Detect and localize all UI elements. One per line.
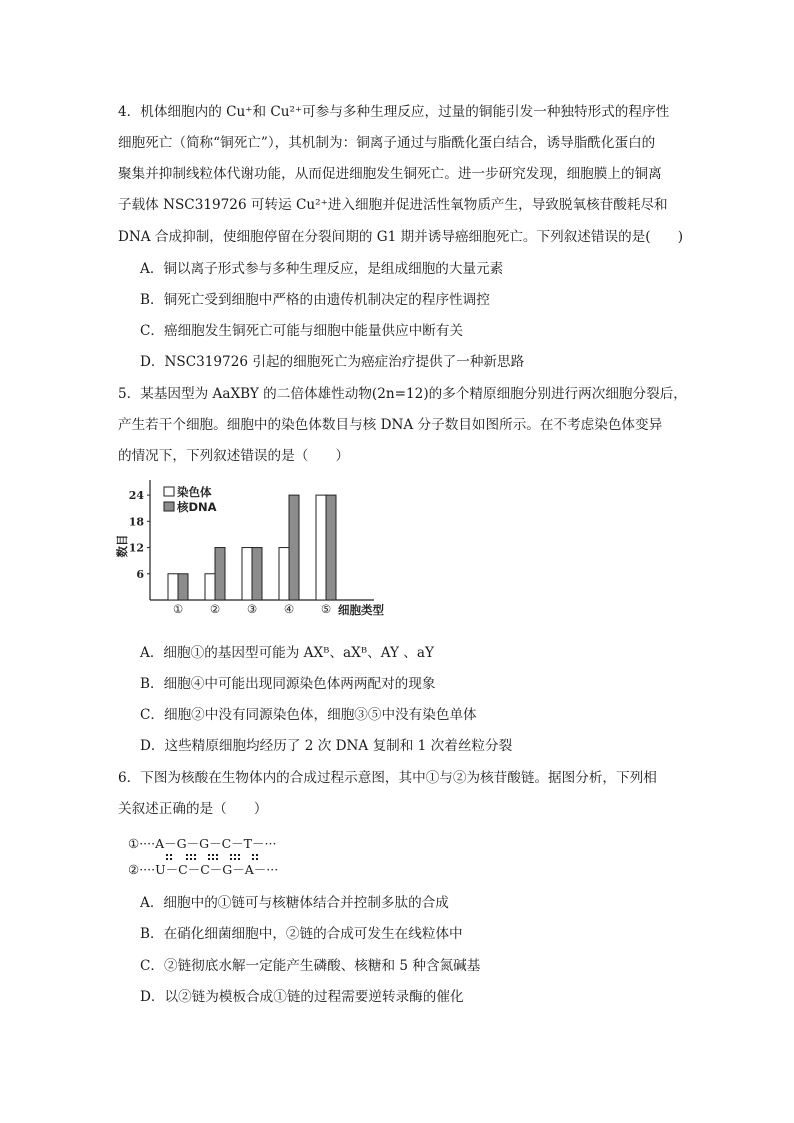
x-tick-label: ③ bbox=[246, 602, 258, 616]
x-tick-label: ⑤ bbox=[320, 602, 332, 616]
q6-option-b: B．在硝化细菌细胞中，②链的合成可发生在线粒体中 bbox=[140, 926, 463, 942]
x-tick-label: ④ bbox=[283, 602, 295, 616]
q4-option-d: D．NSC319726 引起的细胞死亡为癌症治疗提供了一种新思路 bbox=[140, 354, 525, 370]
legend-label: 核DNA bbox=[177, 500, 217, 514]
strand-1: ①····A－G－G－C－T－··· bbox=[128, 836, 277, 851]
y-tick-label: 24 bbox=[128, 489, 144, 503]
q6-option-a: A．细胞中的①链可与核糖体结合并控制多肽的合成 bbox=[140, 895, 449, 911]
q6-stem-line-1: 6．下图为核酸在生物体内的合成过程示意图，其中①与②为核苷酸链。据图分析，下列相 bbox=[118, 770, 657, 786]
bond-t-a bbox=[252, 854, 258, 860]
bond-g-c-2 bbox=[208, 854, 218, 860]
q4-stem-line-4: 子载体 NSC319726 可转运 Cu²⁺进入细胞并促进活性氧物质产生，导致脱氧核苷酸耗尽和 bbox=[118, 197, 668, 213]
bar-nuclear-dna bbox=[215, 548, 225, 600]
q4-option-c: C．癌细胞发生铜死亡可能与细胞中能量供应中断有关 bbox=[140, 323, 464, 339]
x-tick-label: ② bbox=[209, 602, 221, 616]
y-axis-label: 数目 bbox=[115, 534, 129, 558]
bond-c-g bbox=[230, 854, 240, 860]
bar-chromosome bbox=[242, 548, 252, 600]
bar-nuclear-dna bbox=[178, 574, 188, 600]
bar-chromosome bbox=[279, 548, 289, 600]
q4-stem-line-2: 细胞死亡（简称“铜死亡”），其机制为：铜离子通过与脂酰化蛋白结合，诱导脂酰化蛋白的 bbox=[118, 135, 656, 151]
chart-svg bbox=[112, 478, 402, 620]
q5-option-b: B．细胞④中可能出现同源染色体两两配对的现象 bbox=[140, 676, 436, 692]
bar-chromosome bbox=[316, 495, 326, 600]
bar-nuclear-dna bbox=[252, 548, 262, 600]
x-axis-label: 细胞类型 bbox=[338, 603, 384, 617]
y-tick-label: 18 bbox=[128, 515, 144, 529]
legend-swatch bbox=[164, 502, 174, 511]
q5-stem-line-3: 的情况下，下列叙述错误的是（ ） bbox=[118, 448, 350, 464]
legend-label: 染色体 bbox=[177, 485, 212, 499]
q4-stem-line-3: 聚集并抑制线粒体代谢功能，从而促进细胞发生铜死亡。进一步研究发现，细胞膜上的铜离 bbox=[118, 166, 662, 182]
q5-option-d: D．这些精原细胞均经历了 2 次 DNA 复制和 1 次着丝粒分裂 bbox=[140, 738, 513, 754]
q6-option-c: C．②链彻底水解一定能产生磷酸、核糖和 5 种含氮碱基 bbox=[140, 958, 481, 974]
x-tick-label: ① bbox=[172, 602, 184, 616]
q5-option-c: C．细胞②中没有同源染色体，细胞③⑤中没有染色单体 bbox=[140, 707, 477, 723]
hydrogen-bonds bbox=[166, 854, 258, 860]
cell-type-bar-chart bbox=[112, 478, 402, 620]
y-tick-label: 12 bbox=[128, 541, 144, 555]
bar-nuclear-dna bbox=[326, 495, 336, 600]
q5-stem-line-1: 5．某基因型为 AaXBY 的二倍体雄性动物(2n=12)的多个精原细胞分别进行两次细胞分裂后， bbox=[118, 386, 687, 402]
bar-nuclear-dna bbox=[289, 495, 299, 600]
q4-option-a: A．铜以离子形式参与多种生理反应，是组成细胞的大量元素 bbox=[140, 261, 504, 277]
q4-option-b: B．铜死亡受到细胞中严格的由遗传机制决定的程序性调控 bbox=[140, 292, 490, 308]
q5-stem-line-2: 产生若干个细胞。细胞中的染色体数目与核 DNA 分子数目如图所示。在不考虑染色体变异 bbox=[118, 417, 663, 433]
legend-swatch bbox=[164, 487, 174, 496]
bar-chromosome bbox=[205, 574, 215, 600]
bond-g-c-1 bbox=[186, 854, 196, 860]
q4-stem-line-5: DNA 合成抑制，使细胞停留在分裂间期的 G1 期并诱导癌细胞死亡。下列叙述错误的是( ) bbox=[118, 229, 684, 245]
q4-stem-line-1: 4．机体细胞内的 Cu⁺和 Cu²⁺可参与多种生理反应，过量的铜能引发一种独特形式的程序性 bbox=[118, 104, 670, 120]
bar-chromosome bbox=[168, 574, 178, 600]
nucleotide-strand-diagram bbox=[128, 836, 288, 880]
q6-stem-line-2: 关叙述正确的是（ ） bbox=[118, 801, 268, 817]
y-tick-label: 6 bbox=[136, 567, 144, 581]
strand-svg bbox=[128, 836, 288, 880]
bond-a-u bbox=[166, 854, 172, 860]
q5-option-a: A．细胞①的基因型可能为 AXᴮ、aXᴮ、AY 、aY bbox=[140, 645, 434, 661]
q6-option-d: D．以②链为模板合成①链的过程需要逆转录酶的催化 bbox=[140, 989, 464, 1005]
strand-2: ②····U－C－C－G－A－··· bbox=[128, 862, 279, 877]
